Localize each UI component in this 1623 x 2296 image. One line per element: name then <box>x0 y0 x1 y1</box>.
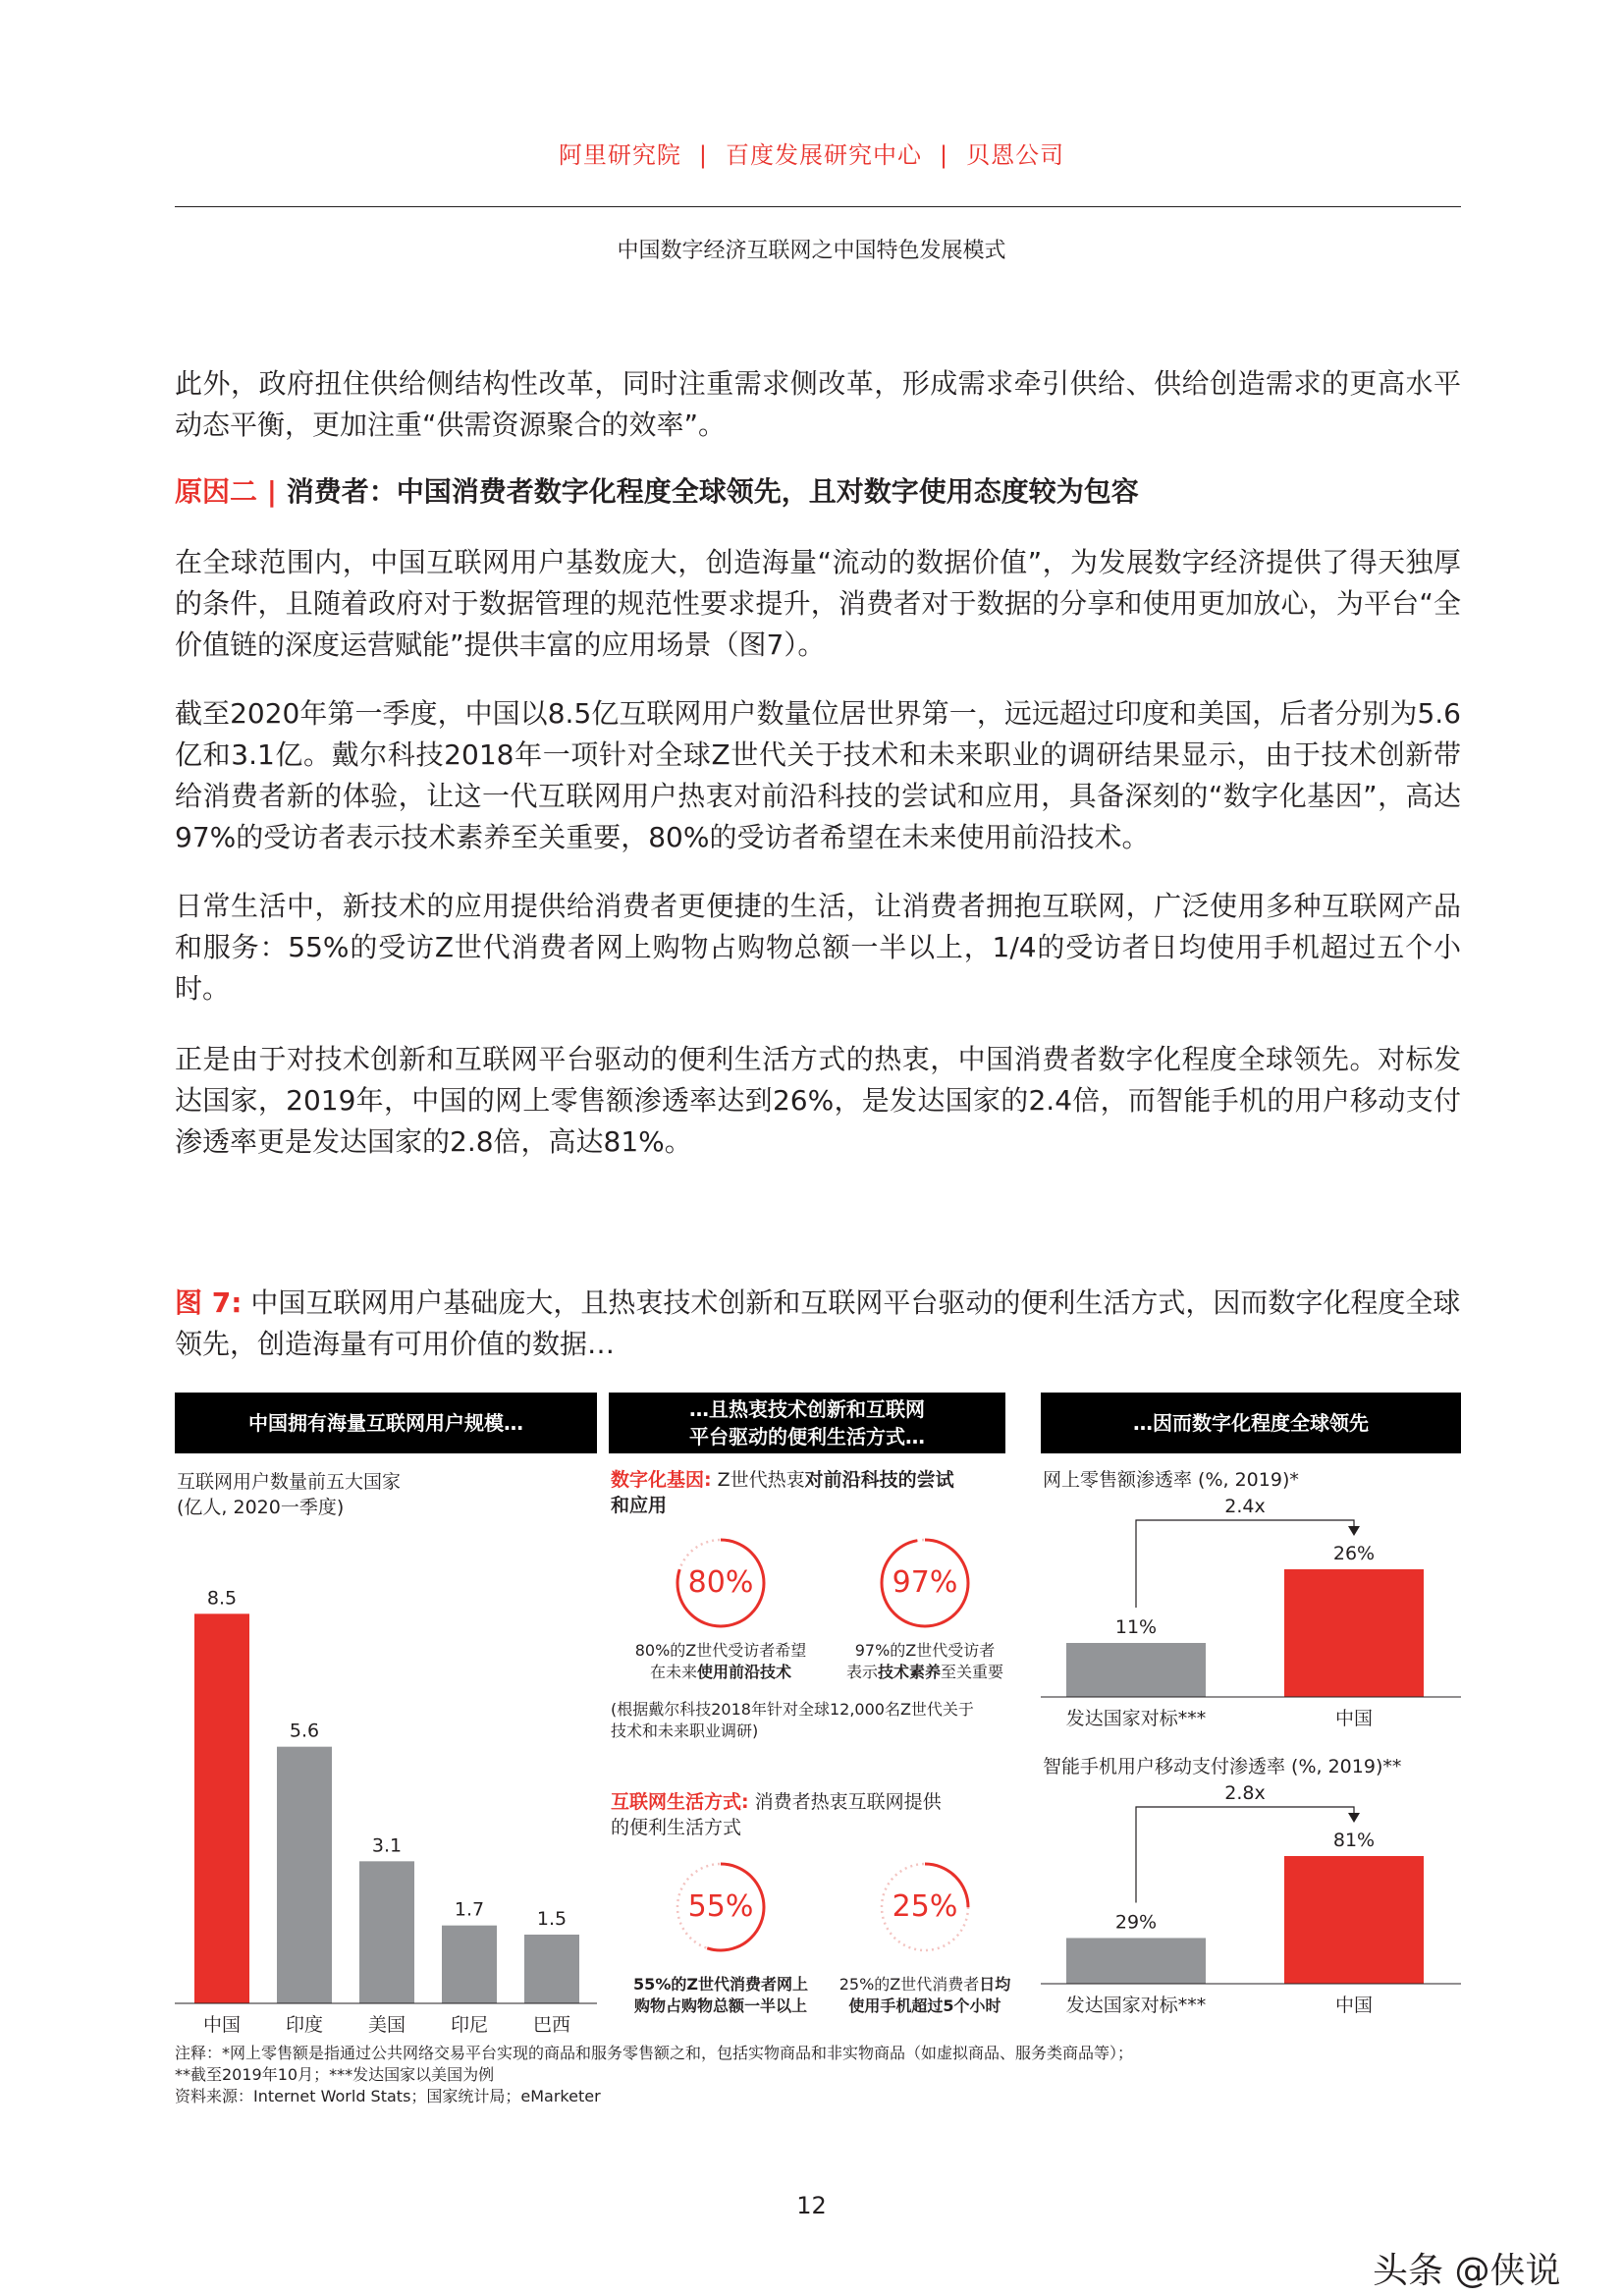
category-label: 印度 <box>285 2014 324 2036</box>
digital-gene-title <box>611 1467 1007 1493</box>
header-divider <box>175 206 1461 207</box>
note-line2: **截至2019年10月；***发达国家以美国为例 <box>175 2065 495 2084</box>
panel1-unit: (亿人, 2020一季度) <box>177 1497 345 1518</box>
category-label: 巴西 <box>532 2014 571 2036</box>
stat-55-desc-line2: 购物占购物总额一半以上 <box>633 1996 807 2015</box>
digital-gene-text-a: Z世代热衷 <box>711 1469 805 1491</box>
stat-80-desc-a: 在未来 <box>649 1663 697 1681</box>
bar-value-label: 3.1 <box>371 1834 403 1857</box>
stat-80-percent: 80% <box>687 1565 754 1600</box>
paragraph-3: 截至2020年第一季度，中国以8.5亿互联网用户数量位居世界第一，远远超过印度和美国，后者分别为5.6亿和3.1亿。戴尔科技2018年一项针对全球Z世代关于技术和未来职业的调研结果显示，由于技术创新带给消费者新的体验，让这一代互联网用户热衷对前沿科技的尝试和应用，具备深刻的“数字化基因”，高达97%的受访者表示技术素养至关重要，80%的受访者希望在未来使用前沿技术。 <box>175 697 1461 853</box>
stat-55-desc-line1: 55%的Z世代消费者网上 <box>633 1975 808 1994</box>
digital-gene-label: 数字化基因: <box>611 1469 712 1491</box>
paragraph-5: 正是由于对技术创新和互联网平台驱动的便利生活方式的热衷，中国消费者数字化程度全球领先。对标发达国家，2019年，中国的网上零售额渗透率达到26%，是发达国家的2.4倍，而智能手机的用户移动支付渗透率更是发达国家的2.8倍，高达81%。 <box>175 1043 1461 1158</box>
bar-0 <box>1066 1938 1206 1984</box>
org-ali: 阿里研究院 <box>558 141 681 169</box>
multiplier-label: 2.8x <box>1224 1782 1266 1804</box>
heading-text: 消费者：中国消费者数字化程度全球领先，且对数字使用态度较为包容 <box>276 475 1139 508</box>
internet-lifestyle-text: 消费者热衷互联网提供 <box>748 1791 942 1813</box>
org-separator: | <box>940 141 949 169</box>
section-heading <box>175 471 1461 513</box>
digital-gene-text-b: 对前沿科技的尝试 <box>804 1469 954 1491</box>
mobile-pay-penetration-chart <box>1041 1779 1461 2027</box>
category-label: 发达国家对标*** <box>1065 1995 1207 2016</box>
stat-25-desc-line2: 使用手机超过5个小时 <box>848 1996 1001 2015</box>
panel3-header: …因而数字化程度全球领先 <box>1041 1393 1461 1453</box>
bar-value-label: 5.6 <box>289 1720 320 1742</box>
bar-value-label: 81% <box>1332 1830 1376 1851</box>
panel1-subtitle: 互联网用户数量前五大国家 <box>177 1471 402 1493</box>
bar-value-label: 1.5 <box>536 1908 568 1930</box>
paragraph-2: 在全球范围内，中国互联网用户基数庞大，创造海量“流动的数据价值”，为发展数字经济提供了得天独厚的条件，且随着政府对于数据管理的规范性要求提升，消费者对于数据的分享和使用更加放心，为平台“全价值链的深度运营赋能”提供丰富的应用场景（图7）。 <box>175 546 1461 661</box>
bar-4 <box>524 1935 579 2003</box>
bar-0 <box>194 1613 249 2003</box>
stat-80-desc-b: 使用前沿技术 <box>697 1663 792 1681</box>
stat-55-percent: 55% <box>687 1889 754 1924</box>
stat-25-desc-b: 日均 <box>979 1975 1011 1994</box>
figure-notes <box>175 2043 1461 2107</box>
bar-value-label: 1.7 <box>454 1898 485 1921</box>
stat-25-desc-line1 <box>817 1974 1033 1995</box>
bar-value-label: 11% <box>1114 1616 1158 1638</box>
survey-source-line1: (根据戴尔科技2018年针对全球12,000名Z世代关于 <box>611 1700 974 1719</box>
note-line1: 注释：*网上零售额是指通过公共网络交易平台实现的商品和服务零售额之和，包括实物商品和非实物商品（如虚拟商品、服务类商品等）； <box>175 2044 1134 2062</box>
bar-value-label: 29% <box>1114 1911 1158 1934</box>
retail-penetration-chart <box>1041 1493 1461 1740</box>
stat-80-desc-line1: 80%的Z世代受访者希望 <box>634 1641 807 1660</box>
org-bain: 贝恩公司 <box>966 141 1065 169</box>
category-label: 中国 <box>1334 1708 1374 1729</box>
bar-value-label: 26% <box>1332 1543 1376 1564</box>
stat-80-desc-line2 <box>609 1662 833 1683</box>
bar-1 <box>1284 1856 1424 1984</box>
category-label: 中国 <box>202 2014 242 2036</box>
bar-1 <box>1284 1569 1424 1697</box>
internet-users-bar-chart <box>175 1532 597 2043</box>
note-source: 资料来源：Internet World Stats；国家统计局；eMarketer <box>175 2087 601 2105</box>
figure-caption-text: 中国互联网用户基础庞大，且热衷技术创新和互联网平台驱动的便利生活方式，因而数字化程度全球领先，创造海量有可用价值的数据… <box>175 1286 1461 1360</box>
retail-chart-title: 网上零售额渗透率 (%, 2019)* <box>1043 1469 1299 1491</box>
header-orgs <box>0 136 1623 170</box>
stat-97-desc-line1: 97%的Z世代受访者 <box>854 1641 996 1660</box>
internet-lifestyle-label: 互联网生活方式: <box>611 1791 749 1813</box>
panel1-header: 中国拥有海量互联网用户规模… <box>175 1393 597 1453</box>
multiplier-label: 2.4x <box>1224 1496 1266 1517</box>
heading-label: 原因二 | <box>175 475 277 508</box>
document-title: 中国数字经济互联网之中国特色发展模式 <box>617 239 1006 263</box>
figure-label: 图 7: <box>175 1286 243 1319</box>
panel2-header <box>609 1393 1005 1453</box>
stat-97-desc-c: 至关重要 <box>941 1663 1004 1681</box>
org-separator: | <box>698 141 708 169</box>
internet-lifestyle-title <box>611 1789 942 1815</box>
stat-25-desc-a: 25%的Z世代消费者 <box>839 1975 980 1994</box>
panel2-header-line2: 平台驱动的便利生活方式… <box>689 1425 925 1449</box>
page-number: 12 <box>796 2192 827 2219</box>
digital-gene-text-line2: 和应用 <box>611 1495 668 1516</box>
stat-25-percent: 25% <box>892 1889 958 1924</box>
category-label: 发达国家对标*** <box>1065 1708 1207 1729</box>
bar-value-label: 8.5 <box>206 1587 238 1610</box>
arrow-head-icon <box>1348 1526 1360 1536</box>
arrow-head-icon <box>1348 1813 1360 1823</box>
category-label: 美国 <box>367 2014 406 2036</box>
figure-caption <box>175 1283 1461 1365</box>
stat-97-desc-a: 表示 <box>845 1663 878 1681</box>
survey-source-line2: 技术和未来职业调研) <box>611 1722 759 1740</box>
bar-2 <box>359 1861 414 2003</box>
stat-97-percent: 97% <box>892 1565 958 1600</box>
mobile-pay-chart-title: 智能手机用户移动支付渗透率 (%, 2019)** <box>1043 1756 1402 1777</box>
watermark: 头条 @侠说 <box>1373 2251 1561 2291</box>
panel2-header-line1: …且热衷技术创新和互联网 <box>689 1397 925 1421</box>
category-label: 印尼 <box>450 2014 489 2036</box>
bar-3 <box>442 1926 497 2003</box>
stat-97-desc-b: 技术素养 <box>877 1663 941 1681</box>
internet-lifestyle-text-line2: 的便利生活方式 <box>611 1817 742 1838</box>
paragraph-1: 此外，政府扭住供给侧结构性改革，同时注重需求侧改革，形成需求牵引供给、供给创造需求的更高水平动态平衡，更加注重“供需资源聚合的效率”。 <box>175 367 1461 441</box>
bar-0 <box>1066 1643 1206 1697</box>
stat-97-desc-line2 <box>817 1662 1033 1683</box>
bar-1 <box>277 1747 332 2003</box>
org-baidu: 百度发展研究中心 <box>726 141 922 169</box>
category-label: 中国 <box>1334 1995 1374 2016</box>
paragraph-4: 日常生活中，新技术的应用提供给消费者更便捷的生活，让消费者拥抱互联网，广泛使用多种互联网产品和服务：55%的受访Z世代消费者网上购物占购物总额一半以上，1/4的受访者日均使用手机超过五个小时。 <box>175 890 1461 1005</box>
